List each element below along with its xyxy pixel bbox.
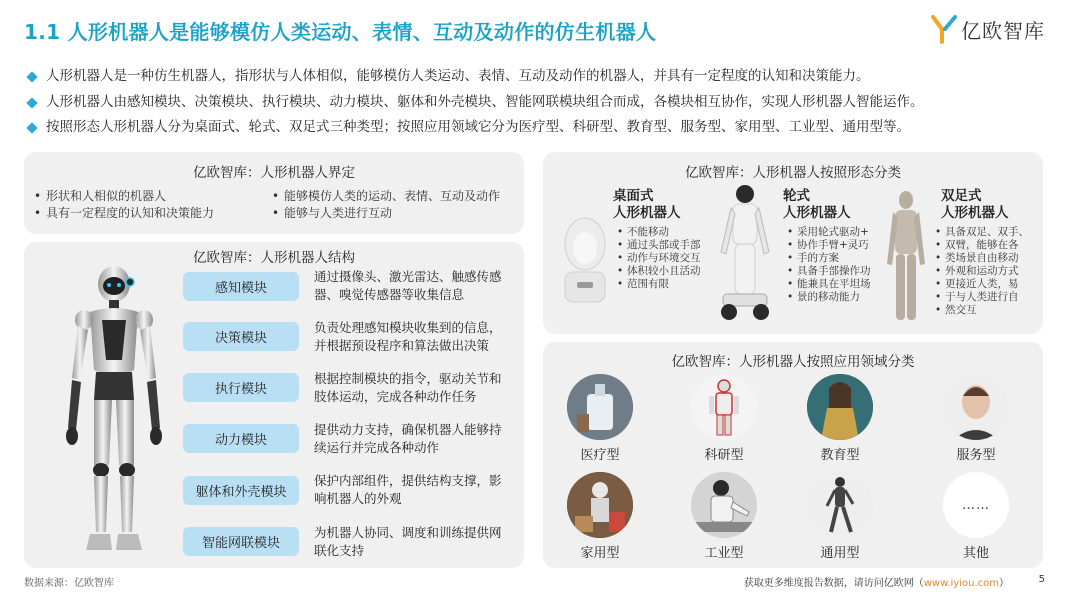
structure-title: 亿欧智库：人形机器人结构 xyxy=(193,250,355,266)
module-connectivity: 智能网联模块 xyxy=(183,527,299,556)
module-execution-desc: 根据控制模块的指令，驱动关节和肢体运动，完成各种动作任务 xyxy=(314,371,502,404)
module-power: 动力模块 xyxy=(183,424,299,453)
diamond-bullet-icon xyxy=(26,122,37,133)
form-panel xyxy=(543,152,1043,334)
logo-text: 亿欧智库 xyxy=(961,18,1045,43)
other-dots: …… xyxy=(962,497,990,513)
other-placeholder xyxy=(943,472,1009,538)
module-perception-desc: 通过摄像头、激光雷达、触感传感器、嗅觉传感器等收集信息 xyxy=(314,269,502,302)
form-title: 亿欧智库：人形机器人按照形态分类 xyxy=(685,165,901,181)
diamond-bullet-icon xyxy=(26,71,37,82)
definition-point: • 形状和人相似的机器人 xyxy=(34,188,214,205)
module-body-shell: 躯体和外壳模块 xyxy=(183,476,299,505)
definition-point: • 具有一定程度的认知和决策能力 xyxy=(34,205,214,222)
footer-link[interactable]: www.iyiou.com xyxy=(923,578,999,589)
diamond-bullet-icon xyxy=(26,97,37,108)
logo-mark-icon xyxy=(931,14,957,44)
footer-more: 获取更多维度报告数据，请访问亿欧网（www.iyiou.com） xyxy=(743,578,1009,589)
module-execution: 执行模块 xyxy=(183,373,299,402)
module-decision-desc: 负责处理感知模块收集到的信息，并根据预设程序和算法做出决策 xyxy=(314,320,502,353)
biped-points: • 具备双足、双手、 • 双臂，能够在各 • 类场景自由移动 • 外观和运动方式 • 更接近人类，易 • 于与人类进行自 • 然交互 xyxy=(935,226,1029,317)
definition-point: • 能够模仿人类的运动、表情、互动及动作 xyxy=(272,188,500,205)
education-robot-icon xyxy=(807,374,873,440)
app-label-medical: 医疗型 xyxy=(580,448,620,463)
page-number: 5 xyxy=(1038,574,1045,585)
application-title: 亿欧智库：人形机器人按照应用领域分类 xyxy=(671,354,915,370)
module-body-shell-desc: 保护内部组件，提供结构支撑，影响机器人的外观 xyxy=(314,473,502,506)
bullet-item: 人形机器人是一种仿生机器人，指形状与人体相似，能够模仿人类运动、表情、互动及动作的机器人，并具有一定程度的认知和决策能力。 xyxy=(28,64,1058,90)
definition-right-list xyxy=(272,188,500,222)
definition-point: • 能够与人类进行互动 xyxy=(272,205,500,222)
module-perception: 感知模块 xyxy=(183,272,299,301)
biped-robot-icon xyxy=(881,190,931,326)
page-title: 1.1 人形机器人是能够模仿人类运动、表情、互动及动作的仿生机器人 xyxy=(24,20,657,44)
research-robot-icon xyxy=(691,374,757,440)
definition-panel xyxy=(24,152,524,234)
industrial-robot-icon xyxy=(691,472,757,538)
app-label-other: 其他 xyxy=(962,546,989,561)
module-power-desc: 提供动力支持，确保机器人能够持续运行并完成各种动作 xyxy=(314,422,502,455)
app-label-service: 服务型 xyxy=(956,448,996,463)
household-robot-icon xyxy=(567,472,633,538)
footer-source: 数据来源：亿欧智库 xyxy=(24,578,114,589)
desktop-robot-icon xyxy=(555,214,615,306)
wheeled-head: 轮式 人形机器人 xyxy=(783,188,851,221)
biped-head: 双足式 人形机器人 xyxy=(941,188,1009,221)
general-robot-icon xyxy=(807,472,873,538)
module-connectivity-desc: 为机器人协同、调度和训练提供网联化支持 xyxy=(314,525,502,558)
app-label-general: 通用型 xyxy=(820,546,860,561)
app-label-household: 家用型 xyxy=(580,546,620,561)
app-label-research: 科研型 xyxy=(704,448,744,463)
app-label-industrial: 工业型 xyxy=(704,546,744,561)
bullet-item: 人形机器人由感知模块、决策模块、执行模块、动力模块、躯体和外壳模块、智能网联模块组合而成，各模块相互协作，实现人形机器人智能运作。 xyxy=(28,90,1058,116)
desktop-head: 桌面式 人形机器人 xyxy=(613,188,681,221)
bullet-item: 按照形态人形机器人分为桌面式、轮式、双足式三种类型；按照应用领域它分为医疗型、科研型、教育型、服务型、家用型、工业型、通用型等。 xyxy=(28,115,1058,141)
definition-title: 亿欧智库：人形机器人界定 xyxy=(193,165,355,181)
medical-robot-icon xyxy=(567,374,633,440)
definition-left-list xyxy=(34,188,214,222)
humanoid-robot-icon xyxy=(54,260,174,565)
desktop-points: • 不能移动 • 通过头部或手部 • 动作与环境交互 • 体积较小且活动 • 范围有限 xyxy=(617,226,701,291)
wheeled-robot-icon xyxy=(715,182,775,327)
structure-panel xyxy=(24,242,524,568)
app-label-education: 教育型 xyxy=(820,448,860,463)
logo xyxy=(931,14,1045,44)
module-decision: 决策模块 xyxy=(183,322,299,351)
application-panel xyxy=(543,342,1043,568)
service-robot-icon xyxy=(943,374,1009,440)
intro-bullets xyxy=(28,64,1058,141)
wheeled-points: • 采用轮式驱动+ • 协作手臂+灵巧 • 手的方案 • 具备手部操作功 • 能兼具在平坦场 • 景的移动能力 xyxy=(787,226,871,304)
